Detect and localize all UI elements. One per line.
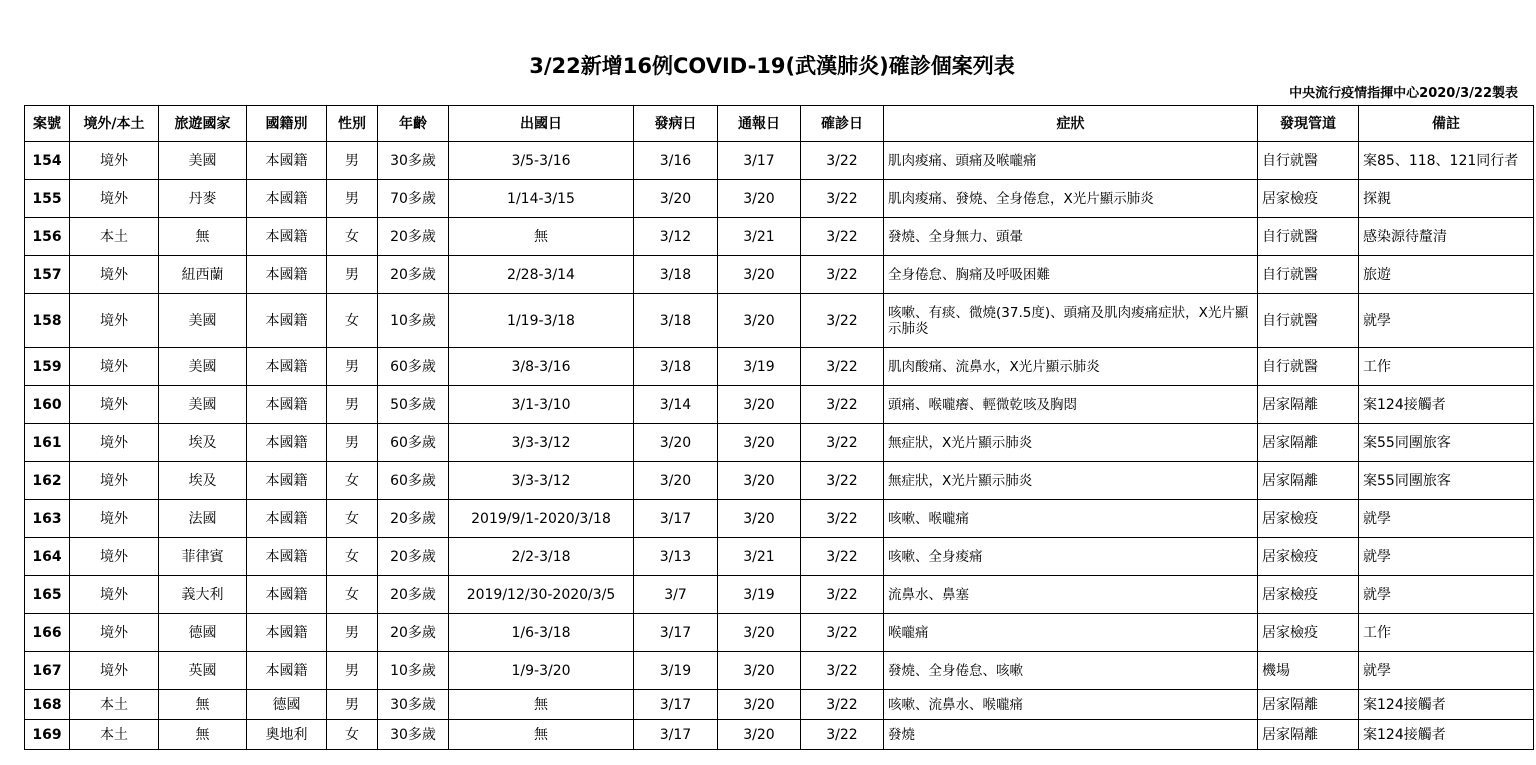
cell-case-no: 163 — [25, 500, 70, 538]
table-row — [25, 690, 1534, 720]
table-row — [25, 614, 1534, 652]
cell-onset-date: 3/17 — [634, 690, 718, 720]
cell-detection-route: 機場 — [1258, 652, 1359, 690]
cell-confirm-date: 3/22 — [801, 256, 884, 294]
cell-detection-route: 自行就醫 — [1258, 256, 1359, 294]
cell-remarks: 就學 — [1359, 538, 1534, 576]
cell-travel-country: 紐西蘭 — [159, 256, 247, 294]
cell-origin: 本土 — [70, 690, 159, 720]
case-table — [24, 105, 1534, 750]
cell-confirm-date: 3/22 — [801, 294, 884, 348]
cell-symptoms: 無症狀，X光片顯示肺炎 — [884, 462, 1258, 500]
cell-sex: 女 — [327, 218, 378, 256]
cell-nationality: 本國籍 — [247, 576, 327, 614]
table-body — [25, 142, 1534, 750]
cell-symptoms: 流鼻水、鼻塞 — [884, 576, 1258, 614]
issuer-line: 中央流行疫情指揮中心2020/3/22製表 — [1289, 86, 1518, 101]
cell-symptoms: 發燒、全身無力、頭暈 — [884, 218, 1258, 256]
cell-symptoms: 發燒、全身倦怠、咳嗽 — [884, 652, 1258, 690]
cell-age: 20多歲 — [378, 538, 449, 576]
cell-detection-route: 居家檢疫 — [1258, 538, 1359, 576]
cell-travel-country: 美國 — [159, 294, 247, 348]
cell-symptoms: 咳嗽、喉嚨痛 — [884, 500, 1258, 538]
cell-nationality: 本國籍 — [247, 180, 327, 218]
cell-detection-route: 居家檢疫 — [1258, 500, 1359, 538]
column-header-origin: 境外/本土 — [70, 106, 159, 142]
cell-age: 60多歲 — [378, 462, 449, 500]
table-row — [25, 538, 1534, 576]
cell-symptoms: 肌肉痠痛、發燒、全身倦怠，X光片顯示肺炎 — [884, 180, 1258, 218]
cell-sex: 男 — [327, 690, 378, 720]
cell-report-date: 3/20 — [718, 652, 801, 690]
cell-nationality: 本國籍 — [247, 294, 327, 348]
cell-sex: 男 — [327, 348, 378, 386]
cell-symptoms: 無症狀，X光片顯示肺炎 — [884, 424, 1258, 462]
cell-departure-date: 無 — [449, 720, 634, 750]
cell-sex: 男 — [327, 614, 378, 652]
cell-nationality: 本國籍 — [247, 386, 327, 424]
cell-travel-country: 埃及 — [159, 424, 247, 462]
cell-age: 10多歲 — [378, 652, 449, 690]
cell-onset-date: 3/17 — [634, 614, 718, 652]
cell-departure-date: 3/1-3/10 — [449, 386, 634, 424]
table-row — [25, 462, 1534, 500]
cell-report-date: 3/21 — [718, 218, 801, 256]
cell-departure-date: 3/8-3/16 — [449, 348, 634, 386]
cell-detection-route: 居家檢疫 — [1258, 614, 1359, 652]
cell-age: 30多歲 — [378, 142, 449, 180]
document-title: 3/22新增16例COVID-19(武漢肺炎)確診個案列表 — [529, 54, 1015, 78]
cell-onset-date: 3/20 — [634, 180, 718, 218]
cell-travel-country: 無 — [159, 218, 247, 256]
cell-onset-date: 3/20 — [634, 424, 718, 462]
cell-report-date: 3/20 — [718, 690, 801, 720]
cell-remarks: 案55同團旅客 — [1359, 462, 1534, 500]
cell-nationality: 本國籍 — [247, 256, 327, 294]
column-header-sex: 性別 — [327, 106, 378, 142]
cell-departure-date: 1/19-3/18 — [449, 294, 634, 348]
cell-nationality: 本國籍 — [247, 614, 327, 652]
cell-confirm-date: 3/22 — [801, 386, 884, 424]
cell-sex: 女 — [327, 500, 378, 538]
cell-symptoms: 肌肉痠痛、頭痛及喉嚨痛 — [884, 142, 1258, 180]
cell-departure-date: 1/14-3/15 — [449, 180, 634, 218]
cell-sex: 女 — [327, 538, 378, 576]
cell-detection-route: 自行就醫 — [1258, 142, 1359, 180]
column-header-onset-date: 發病日 — [634, 106, 718, 142]
cell-confirm-date: 3/22 — [801, 576, 884, 614]
cell-detection-route: 自行就醫 — [1258, 348, 1359, 386]
table-row — [25, 576, 1534, 614]
cell-report-date: 3/19 — [718, 576, 801, 614]
cell-departure-date: 2019/9/1-2020/3/18 — [449, 500, 634, 538]
cell-confirm-date: 3/22 — [801, 142, 884, 180]
table-row — [25, 348, 1534, 386]
cell-detection-route: 居家檢疫 — [1258, 576, 1359, 614]
cell-origin: 境外 — [70, 386, 159, 424]
cell-departure-date: 無 — [449, 218, 634, 256]
cell-remarks: 就學 — [1359, 500, 1534, 538]
column-header-report-date: 通報日 — [718, 106, 801, 142]
cell-onset-date: 3/18 — [634, 256, 718, 294]
cell-age: 30多歲 — [378, 720, 449, 750]
cell-nationality: 本國籍 — [247, 500, 327, 538]
table-row — [25, 720, 1534, 750]
cell-onset-date: 3/12 — [634, 218, 718, 256]
cell-remarks: 工作 — [1359, 614, 1534, 652]
table-row — [25, 180, 1534, 218]
cell-origin: 本土 — [70, 720, 159, 750]
cell-travel-country: 法國 — [159, 500, 247, 538]
cell-remarks: 就學 — [1359, 294, 1534, 348]
cell-age: 20多歲 — [378, 500, 449, 538]
cell-case-no: 162 — [25, 462, 70, 500]
cell-origin: 本土 — [70, 218, 159, 256]
cell-travel-country: 菲律賓 — [159, 538, 247, 576]
cell-onset-date: 3/20 — [634, 462, 718, 500]
cell-case-no: 165 — [25, 576, 70, 614]
cell-report-date: 3/20 — [718, 462, 801, 500]
cell-nationality: 本國籍 — [247, 142, 327, 180]
cell-case-no: 157 — [25, 256, 70, 294]
cell-case-no: 166 — [25, 614, 70, 652]
cell-remarks: 就學 — [1359, 652, 1534, 690]
cell-origin: 境外 — [70, 256, 159, 294]
cell-detection-route: 居家隔離 — [1258, 690, 1359, 720]
cell-onset-date: 3/18 — [634, 294, 718, 348]
cell-origin: 境外 — [70, 348, 159, 386]
cell-detection-route: 自行就醫 — [1258, 294, 1359, 348]
table-row — [25, 652, 1534, 690]
column-header-travel-country: 旅遊國家 — [159, 106, 247, 142]
cell-travel-country: 美國 — [159, 386, 247, 424]
cell-nationality: 本國籍 — [247, 424, 327, 462]
column-header-nationality: 國籍別 — [247, 106, 327, 142]
cell-case-no: 167 — [25, 652, 70, 690]
cell-remarks: 旅遊 — [1359, 256, 1534, 294]
column-header-symptoms: 症狀 — [884, 106, 1258, 142]
cell-travel-country: 無 — [159, 720, 247, 750]
cell-case-no: 164 — [25, 538, 70, 576]
cell-confirm-date: 3/22 — [801, 720, 884, 750]
cell-detection-route: 居家檢疫 — [1258, 180, 1359, 218]
cell-sex: 男 — [327, 180, 378, 218]
cell-remarks: 案124接觸者 — [1359, 386, 1534, 424]
cell-travel-country: 義大利 — [159, 576, 247, 614]
cell-report-date: 3/20 — [718, 386, 801, 424]
cell-symptoms: 肌肉酸痛、流鼻水，X光片顯示肺炎 — [884, 348, 1258, 386]
cell-sex: 男 — [327, 386, 378, 424]
cell-origin: 境外 — [70, 500, 159, 538]
cell-nationality: 本國籍 — [247, 462, 327, 500]
table-row — [25, 142, 1534, 180]
cell-onset-date: 3/13 — [634, 538, 718, 576]
cell-sex: 男 — [327, 652, 378, 690]
cell-confirm-date: 3/22 — [801, 424, 884, 462]
cell-travel-country: 無 — [159, 690, 247, 720]
cell-sex: 女 — [327, 294, 378, 348]
cell-departure-date: 2/28-3/14 — [449, 256, 634, 294]
cell-nationality: 德國 — [247, 690, 327, 720]
cell-remarks: 感染源待釐清 — [1359, 218, 1534, 256]
column-header-case-no: 案號 — [25, 106, 70, 142]
cell-confirm-date: 3/22 — [801, 538, 884, 576]
cell-origin: 境外 — [70, 424, 159, 462]
cell-symptoms: 咳嗽、全身痠痛 — [884, 538, 1258, 576]
cell-confirm-date: 3/22 — [801, 614, 884, 652]
cell-report-date: 3/20 — [718, 180, 801, 218]
cell-case-no: 158 — [25, 294, 70, 348]
cell-remarks: 案85、118、121同行者 — [1359, 142, 1534, 180]
cell-case-no: 156 — [25, 218, 70, 256]
cell-origin: 境外 — [70, 576, 159, 614]
table-row — [25, 424, 1534, 462]
cell-sex: 女 — [327, 462, 378, 500]
cell-departure-date: 1/9-3/20 — [449, 652, 634, 690]
cell-age: 60多歲 — [378, 424, 449, 462]
cell-age: 20多歲 — [378, 218, 449, 256]
table-row — [25, 256, 1534, 294]
cell-symptoms: 喉嚨痛 — [884, 614, 1258, 652]
cell-detection-route: 居家隔離 — [1258, 424, 1359, 462]
table-row — [25, 294, 1534, 348]
cell-symptoms: 發燒 — [884, 720, 1258, 750]
cell-sex: 男 — [327, 424, 378, 462]
cell-travel-country: 美國 — [159, 348, 247, 386]
cell-report-date: 3/19 — [718, 348, 801, 386]
cell-report-date: 3/20 — [718, 424, 801, 462]
cell-departure-date: 1/6-3/18 — [449, 614, 634, 652]
cell-onset-date: 3/7 — [634, 576, 718, 614]
cell-nationality: 本國籍 — [247, 538, 327, 576]
cell-remarks: 工作 — [1359, 348, 1534, 386]
cell-age: 20多歲 — [378, 576, 449, 614]
cell-travel-country: 丹麥 — [159, 180, 247, 218]
cell-age: 70多歲 — [378, 180, 449, 218]
cell-origin: 境外 — [70, 462, 159, 500]
cell-nationality: 本國籍 — [247, 348, 327, 386]
column-header-remarks: 備註 — [1359, 106, 1534, 142]
cell-age: 50多歲 — [378, 386, 449, 424]
cell-case-no: 160 — [25, 386, 70, 424]
cell-remarks: 案55同團旅客 — [1359, 424, 1534, 462]
cell-origin: 境外 — [70, 180, 159, 218]
table-row — [25, 218, 1534, 256]
cell-case-no: 168 — [25, 690, 70, 720]
cell-travel-country: 美國 — [159, 142, 247, 180]
cell-detection-route: 居家隔離 — [1258, 386, 1359, 424]
cell-travel-country: 埃及 — [159, 462, 247, 500]
column-header-departure-date: 出國日 — [449, 106, 634, 142]
cell-case-no: 154 — [25, 142, 70, 180]
cell-origin: 境外 — [70, 294, 159, 348]
cell-symptoms: 頭痛、喉嚨癢、輕微乾咳及胸悶 — [884, 386, 1258, 424]
cell-case-no: 161 — [25, 424, 70, 462]
cell-remarks: 案124接觸者 — [1359, 720, 1534, 750]
cell-age: 60多歲 — [378, 348, 449, 386]
cell-sex: 女 — [327, 720, 378, 750]
cell-departure-date: 3/5-3/16 — [449, 142, 634, 180]
column-header-confirm-date: 確診日 — [801, 106, 884, 142]
cell-travel-country: 英國 — [159, 652, 247, 690]
cell-report-date: 3/20 — [718, 720, 801, 750]
cell-report-date: 3/20 — [718, 614, 801, 652]
cell-onset-date: 3/19 — [634, 652, 718, 690]
cell-report-date: 3/20 — [718, 500, 801, 538]
cell-departure-date: 3/3-3/12 — [449, 462, 634, 500]
cell-departure-date: 2/2-3/18 — [449, 538, 634, 576]
cell-symptoms: 咳嗽、流鼻水、喉嚨痛 — [884, 690, 1258, 720]
cell-sex: 女 — [327, 576, 378, 614]
cell-remarks: 就學 — [1359, 576, 1534, 614]
cell-onset-date: 3/16 — [634, 142, 718, 180]
cell-age: 10多歲 — [378, 294, 449, 348]
cell-age: 20多歲 — [378, 256, 449, 294]
cell-detection-route: 居家隔離 — [1258, 462, 1359, 500]
cell-onset-date: 3/18 — [634, 348, 718, 386]
cell-detection-route: 自行就醫 — [1258, 218, 1359, 256]
cell-departure-date: 3/3-3/12 — [449, 424, 634, 462]
cell-remarks: 探親 — [1359, 180, 1534, 218]
cell-age: 20多歲 — [378, 614, 449, 652]
column-header-age: 年齡 — [378, 106, 449, 142]
cell-symptoms: 全身倦怠、胸痛及呼吸困難 — [884, 256, 1258, 294]
cell-nationality: 本國籍 — [247, 218, 327, 256]
table-row — [25, 386, 1534, 424]
cell-confirm-date: 3/22 — [801, 690, 884, 720]
cell-onset-date: 3/17 — [634, 500, 718, 538]
cell-report-date: 3/20 — [718, 256, 801, 294]
cell-remarks: 案124接觸者 — [1359, 690, 1534, 720]
header-row — [25, 106, 1534, 142]
cell-case-no: 159 — [25, 348, 70, 386]
cell-origin: 境外 — [70, 142, 159, 180]
cell-confirm-date: 3/22 — [801, 652, 884, 690]
cell-origin: 境外 — [70, 614, 159, 652]
table-row — [25, 500, 1534, 538]
cell-case-no: 155 — [25, 180, 70, 218]
cell-detection-route: 居家隔離 — [1258, 720, 1359, 750]
cell-sex: 男 — [327, 256, 378, 294]
cell-departure-date: 2019/12/30-2020/3/5 — [449, 576, 634, 614]
cell-origin: 境外 — [70, 652, 159, 690]
cell-confirm-date: 3/22 — [801, 348, 884, 386]
cell-onset-date: 3/14 — [634, 386, 718, 424]
cell-report-date: 3/17 — [718, 142, 801, 180]
cell-departure-date: 無 — [449, 690, 634, 720]
cell-origin: 境外 — [70, 538, 159, 576]
cell-case-no: 169 — [25, 720, 70, 750]
cell-symptoms: 咳嗽、有痰、微燒(37.5度)、頭痛及肌肉痠痛症狀，X光片顯示肺炎 — [884, 294, 1258, 348]
cell-confirm-date: 3/22 — [801, 462, 884, 500]
cell-report-date: 3/20 — [718, 294, 801, 348]
cell-nationality: 奧地利 — [247, 720, 327, 750]
cell-report-date: 3/21 — [718, 538, 801, 576]
cell-travel-country: 德國 — [159, 614, 247, 652]
cell-confirm-date: 3/22 — [801, 500, 884, 538]
cell-nationality: 本國籍 — [247, 652, 327, 690]
cell-confirm-date: 3/22 — [801, 180, 884, 218]
cell-confirm-date: 3/22 — [801, 218, 884, 256]
cell-sex: 男 — [327, 142, 378, 180]
column-header-detection-route: 發現管道 — [1258, 106, 1359, 142]
cell-age: 30多歲 — [378, 690, 449, 720]
cell-onset-date: 3/17 — [634, 720, 718, 750]
